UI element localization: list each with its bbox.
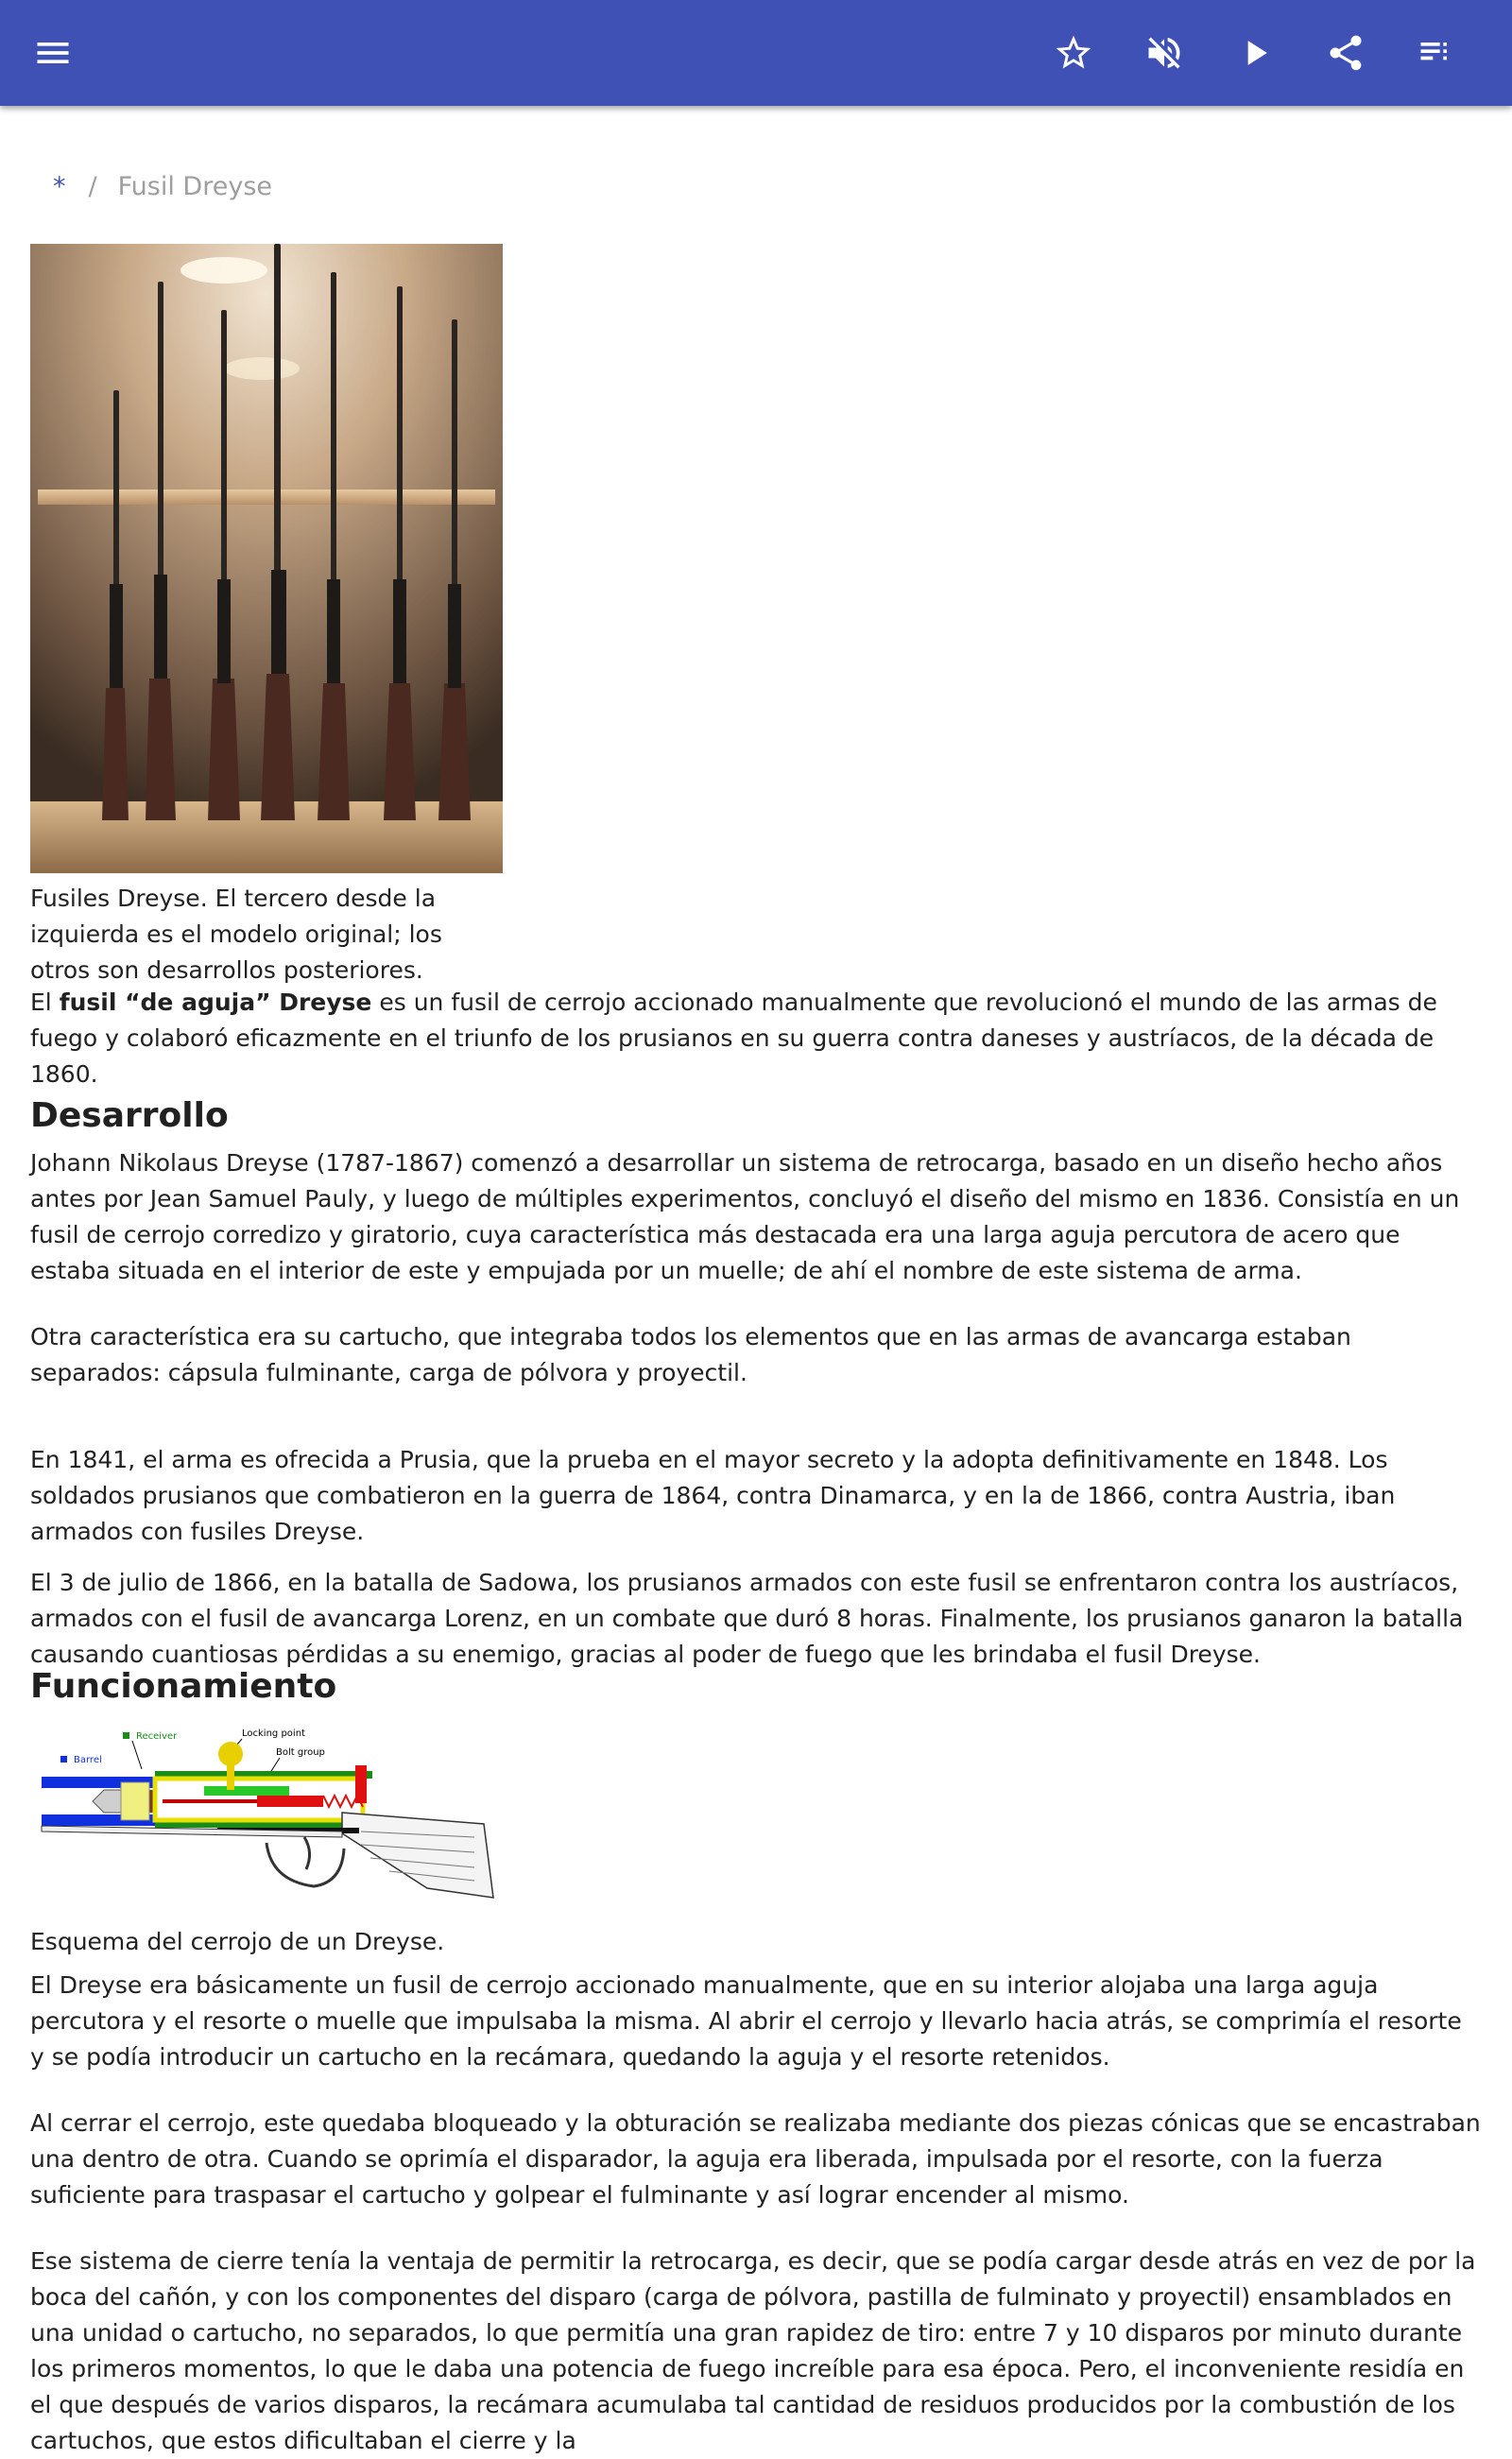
share-button[interactable] [1312, 19, 1380, 87]
paragraph-desarrollo-2: Otra característica era su cartucho, que integraba todos los elementos que en las armas de avancarga estaban separados: cápsula fulminante, carga de pólvora y proyectil. [30, 1323, 1351, 1386]
play-button[interactable] [1221, 19, 1289, 87]
intro-paragraph [30, 985, 1482, 1092]
breadcrumb-current: Fusil Dreyse [117, 172, 272, 201]
menu-icon [32, 32, 74, 74]
bookmark-button[interactable] [1040, 19, 1108, 87]
figure-bolt-caption: Esquema del cerrojo de un Dreyse. [30, 1928, 445, 1955]
share-icon [1325, 32, 1366, 74]
label-bolt-group: Bolt group [276, 1747, 325, 1758]
figure-rifles [30, 244, 503, 989]
breadcrumb-home-link[interactable]: * [53, 172, 66, 201]
intro-bold-term: fusil “de aguja” Dreyse [59, 989, 372, 1016]
paragraph-desarrollo-3: En 1841, el arma es ofrecida a Prusia, que la prueba en el mayor secreto y la adopta definitivamente en 1848. Los soldados prusianos que combatieron en la guerra de 1864, contra Dinamarca, y en la de 1866, contra Austria, iban armados con fusiles Dreyse. [30, 1446, 1396, 1545]
star-outline-icon [1053, 32, 1094, 74]
rifles-photo[interactable] [30, 244, 503, 873]
figure-bolt-diagram [30, 1720, 503, 1960]
section-heading-funcionamiento: Funcionamiento [30, 1667, 337, 1706]
paragraph-funcionamiento-3: Ese sistema de cierre tenía la ventaja de permitir la retrocarga, es decir, que se podía cargar desde atrás en vez de por la boca del cañón, y con los componentes del disparo (carga de pólvora, pastilla de fulminato y proyectil) ensamblados en una unidad o cartucho, no separados, lo que permitía una gran rapidez de tiro: entre 7 y 10 disparos por minuto durante los primeros momentos, lo que le daba una potencia de fuego increíble para esa época. Pero, el inconveniente residía en el que después de varios disparos, la recámara acumulaba tal cantidad de residuos producidos por la combustión de los cartuchos, que estos dificultaban el cierre y la [30, 2247, 1476, 2454]
label-barrel: Barrel [74, 1755, 102, 1765]
volume-off-icon [1143, 32, 1185, 74]
breadcrumb-separator: / [88, 172, 97, 201]
intro-text-start: El [30, 989, 60, 1016]
mute-button[interactable] [1130, 19, 1198, 87]
paragraph-desarrollo-4: El 3 de julio de 1866, en la batalla de Sadowa, los prusianos armados con este fusil se enfrentaron contra los austríacos, armados con el fusil de avancarga Lorenz, en un combate que duró 8 horas. Finalmente, los prusianos ganaron la batalla causando cuantiosas pérdidas a su enemigo, gracias al poder de fuego que les brindaba el fusil Dreyse. [30, 1569, 1464, 1668]
figure-rifles-caption: Fusiles Dreyse. El tercero desde la izquierda es el modelo original; los otros son desarrollos posteriores. [30, 885, 442, 984]
play-icon [1234, 32, 1276, 74]
playlist-button[interactable] [1402, 19, 1470, 87]
breadcrumb [53, 172, 272, 201]
intro-text-end: es un fusil de cerrojo accionado manualmente que revolucionó el mundo de las armas de fuego y colaboró eficazmente en el triunfo de los prusianos en su guerra contra daneses y austríacos, de la década de 1860. [30, 989, 1437, 1088]
paragraph-funcionamiento-1: El Dreyse era básicamente un fusil de cerrojo accionado manualmente, que en su interior alojaba una larga aguja percutora y el resorte o muelle que impulsaba la misma. Al abrir el cerrojo y llevarlo hacia atrás, se comprimía el resorte y se podía introducir un cartucho en la recámara, quedando la aguja y el resorte retenidos. [30, 1971, 1462, 2071]
menu-button[interactable] [19, 19, 87, 87]
paragraph-desarrollo-1: Johann Nikolaus Dreyse (1787-1867) comenzó a desarrollar un sistema de retrocarga, basado en un diseño hecho años antes por Jean Samuel Pauly, y luego de múltiples experimentos, concluyó el diseño del mismo en 1836. Consistía en un fusil de cerrojo corredizo y giratorio, cuya característica más destacada era una larga aguja percutora de acero que estaba situada en el interior de este y empujada por un muelle; de ahí el nombre de este sistema de arma. [30, 1149, 1460, 1284]
label-locking-point: Locking point [242, 1728, 305, 1739]
bolt-diagram[interactable] [30, 1720, 503, 1915]
section-heading-desarrollo: Desarrollo [30, 1096, 229, 1135]
playlist-icon [1416, 32, 1457, 74]
app-bar [0, 0, 1512, 106]
label-receiver: Receiver [136, 1731, 178, 1742]
paragraph-funcionamiento-2: Al cerrar el cerrojo, este quedaba bloqueado y la obturación se realizaba mediante dos piezas cónicas que se encastraban una dentro de otra. Cuando se oprimía el disparador, la aguja era liberada, impulsada por el resorte, con la fuerza suficiente para traspasar el cartucho y golpear el fulminante y así lograr encender al mismo. [30, 2109, 1481, 2209]
